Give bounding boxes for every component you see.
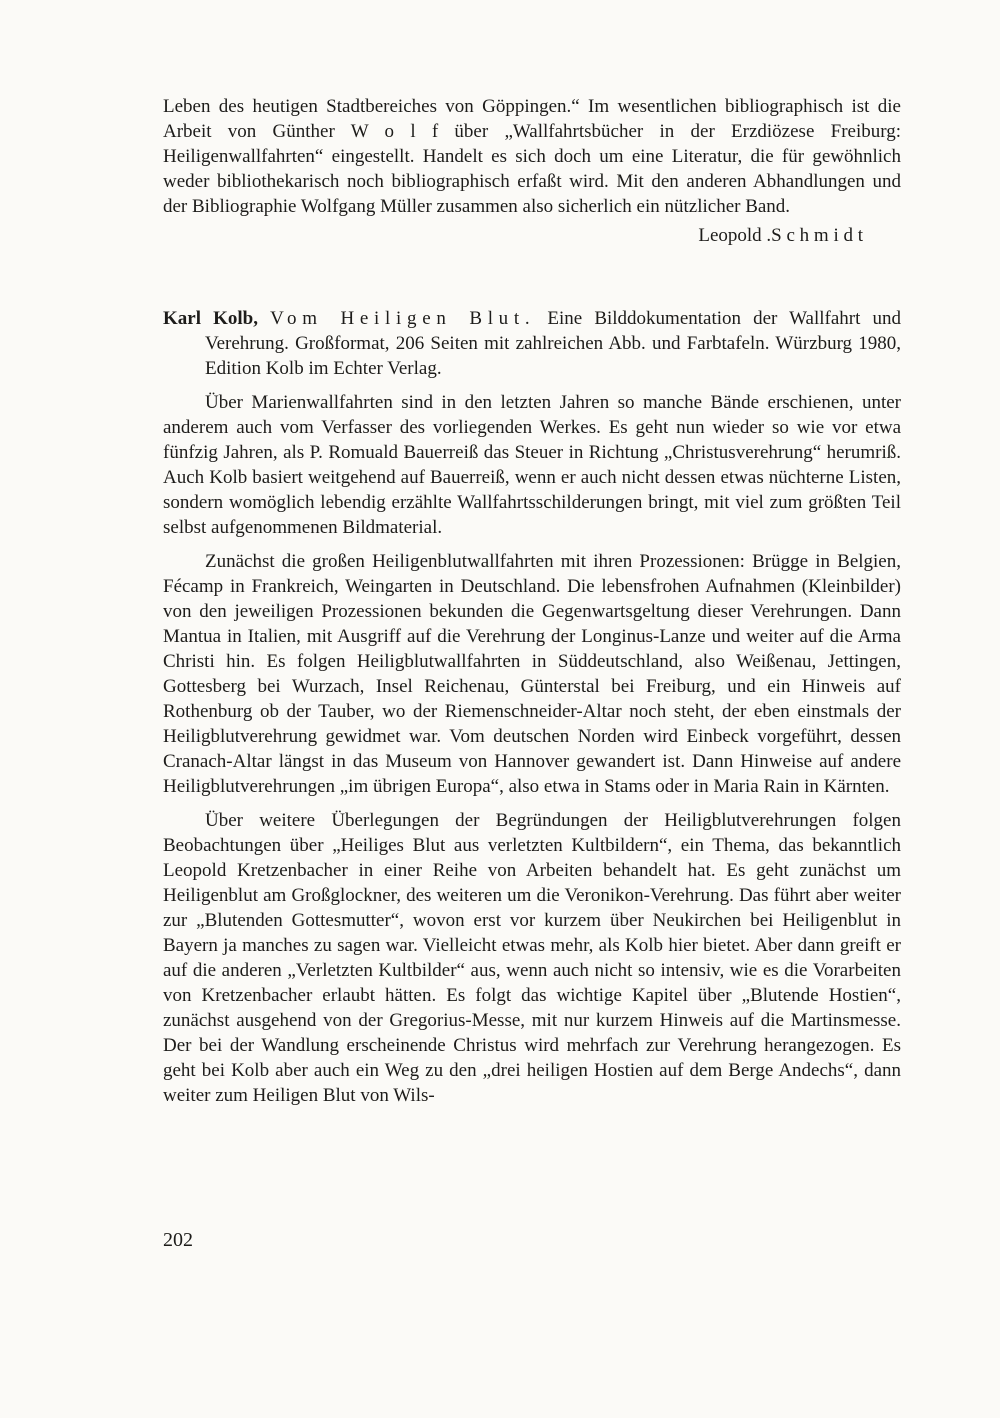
book-publication-details: Eine Bilddokumentation der Wallfahrt und Verehrung. Großformat, 206 Seiten mit zahlreichen Abb. und Farbtafeln. Würzburg 1980, Edition Kolb im Echter Verlag. xyxy=(205,308,901,379)
previous-review-closing-paragraph: Leben des heutigen Stadtbereiches von Göppingen.“ Im wesentlichen bibliographisch ist die Arbeit von Günther W o l f über „Wallfahrtsbücher in der Erzdiözese Freiburg: Heiligenwallfahrten“ eingestellt. Handelt es sich doch um eine Literatur, die für gewöhnlich weder bibliothekarisch noch bibliographisch erfaßt wird. Mit den anderen Abhandlungen und der Bibliographie Wolfgang Müller zusammen also sicherlich ein nützlicher Band. xyxy=(163,96,901,217)
review-paragraph: Über Marienwallfahrten sind in den letzten Jahren so manche Bände erschienen, unter anderem auch vom Verfasser des vorliegenden Werkes. Es geht nun wieder so wie vor etwa fünfzig Jahren, als P. Romuald Bauerreiß das Steuer in Richtung „Christusverehrung“ herumriß. Auch Kolb basiert weitgehend auf Bauerreiß, wenn er auch nicht dessen etwas nüchterne Listen, sondern womöglich lebendig erzählte Wallfahrtsschilderungen bringt, mit viel zum größten Teil selbst aufgenommenen Bildmaterial. xyxy=(163,392,901,538)
review-paragraph: Über weitere Überlegungen der Begründungen der Heiligblutverehrungen folgen Beobachtungen über „Heiliges Blut aus verletzten Kultbildern“, ein Thema, das bekanntlich Leopold Kretzenbacher in einer Reihe von Arbeiten behandelt hat. Es geht zunächst um Heiligenblut am Großglockner, des weiteren um die Veronikon-Verehrung. Das führt aber weiter zur „Blutenden Gottesmutter“, wovon erst vor kurzem über Neukirchen bei Heiligenblut in Bayern ja manches zu sagen war. Vielleicht etwas mehr, als Kolb hier bietet. Aber dann greift er auf die anderen „Verletzten Kultbilder“ aus, wenn auch nicht so intensiv, wie es die Vorarbeiten von Kretzenbacher erlaubt hätten. Es folgt das wichtige Kapitel über „Blutende Hostien“, zunächst ausgehend von der Gregorius-Messe, mit nur kurzem Hinweis auf die Martinsmesse. Der bei der Wandlung erscheinende Christus wird mehrfach zur Verehrung herangezogen. Es geht bei Kolb aber auch ein Weg zu den „drei heiligen Hostien auf dem Berge Andechs“, dann weiter zum Heiligen Blut von Wils- xyxy=(163,810,901,1106)
review-paragraph: Zunächst die großen Heiligenblutwallfahrten mit ihren Prozessionen: Brügge in Belgien, Fécamp in Frankreich, Weingarten in Deutschland. Die lebensfrohen Aufnahmen (Kleinbilder) von den jeweiligen Prozessionen bekunden die Gegenwartsgeltung dieser Verehrungen. Dann Mantua in Italien, mit Ausgriff auf die Verehrung der Longinus-Lanze und weiter auf die Arma Christi hin. Es folgen Heiligblutwallfahrten in Süddeutschland, also Weißenau, Jettingen, Gottesberg bei Wurzach, Insel Reichenau, Günterstal bei Freiburg, und ein Hinweis auf Rothenburg ob der Tauber, wo der Riemenschneider-Altar noch steht, der eben einstmals der Heiligblutverehrung gewidmet war. Vom deutschen Norden wird Einbeck vorgeführt, dessen Cranach-Altar längst in das Museum von Hannover gewandert ist. Dann Hinweise auf andere Heiligblutverehrungen „im übrigen Europa“, also etwa in Stams oder in Maria Rain in Kärnten. xyxy=(163,551,901,797)
reviewer-signature: Leopold .S c h m i d t xyxy=(698,225,863,246)
book-title: Vom Heiligen Blut. xyxy=(270,308,536,329)
page-number: 202 xyxy=(163,1229,193,1251)
text-block xyxy=(163,94,901,1117)
review-entry-heading xyxy=(163,306,901,381)
book-author: Karl Kolb, xyxy=(163,308,258,329)
